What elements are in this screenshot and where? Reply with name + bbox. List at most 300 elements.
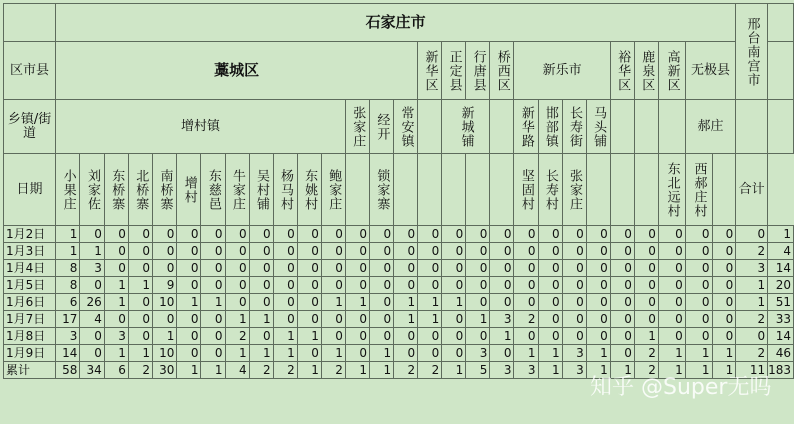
count-cell: 1 [345, 294, 369, 311]
count-cell: 1 [712, 362, 736, 379]
count-cell: 0 [249, 277, 273, 294]
count-cell: 0 [514, 294, 538, 311]
blank-top [768, 4, 794, 42]
count-cell: 0 [273, 260, 297, 277]
village-header [466, 154, 490, 226]
village-header: 杨马村 [273, 154, 297, 226]
count-cell: 0 [658, 277, 685, 294]
count-cell: 0 [201, 345, 225, 362]
count-cell: 0 [225, 277, 249, 294]
wuji-header: 无极县 [685, 42, 736, 100]
count-cell: 1 [80, 243, 104, 260]
count-cell: 1 [249, 345, 273, 362]
count-cell: 58 [56, 362, 80, 379]
blank-3d [634, 100, 658, 154]
count-cell: 6 [104, 362, 128, 379]
count-cell: 3 [104, 328, 128, 345]
row-date: 累计 [4, 362, 56, 379]
count-cell: 3 [562, 345, 586, 362]
count-cell: 1 [56, 226, 80, 243]
count-cell: 2 [249, 362, 273, 379]
count-cell: 0 [466, 328, 490, 345]
count-cell: 0 [538, 311, 562, 328]
count-cell: 1 [394, 311, 418, 328]
count-cell: 0 [104, 243, 128, 260]
xinhua-header: 新华区 [418, 42, 442, 100]
count-cell: 0 [297, 294, 321, 311]
count-cell: 0 [177, 243, 201, 260]
case-count-table [3, 3, 794, 379]
count-cell: 0 [685, 311, 712, 328]
jingkai-header: 经开 [370, 100, 394, 154]
village-header: 东姚村 [297, 154, 321, 226]
row-date: 1月4日 [4, 260, 56, 277]
count-cell: 2 [394, 362, 418, 379]
row-total: 14 [768, 260, 794, 277]
zhengding-header: 正定县 [442, 42, 466, 100]
count-cell: 1 [466, 311, 490, 328]
count-cell: 0 [394, 226, 418, 243]
count-cell: 0 [442, 277, 466, 294]
count-cell: 2 [273, 362, 297, 379]
matou-header: 马头铺 [586, 100, 610, 154]
count-cell: 0 [249, 260, 273, 277]
blank-village [712, 154, 736, 226]
blank-3g [768, 100, 794, 154]
count-cell: 0 [225, 260, 249, 277]
count-cell: 0 [586, 277, 610, 294]
count-cell: 0 [538, 294, 562, 311]
count-cell: 0 [249, 226, 273, 243]
yuhua-header: 裕华区 [610, 42, 634, 100]
village-header: 长寿村 [538, 154, 562, 226]
count-cell: 1 [490, 328, 514, 345]
count-cell: 0 [128, 311, 152, 328]
count-cell: 2 [736, 345, 768, 362]
count-cell: 0 [736, 226, 768, 243]
count-cell: 0 [370, 294, 394, 311]
count-cell: 0 [610, 226, 634, 243]
count-cell: 1 [128, 277, 152, 294]
village-header [394, 154, 418, 226]
count-cell: 1 [685, 362, 712, 379]
count-cell: 1 [370, 362, 394, 379]
count-cell: 0 [562, 243, 586, 260]
count-cell: 0 [466, 260, 490, 277]
count-cell: 10 [152, 294, 176, 311]
count-cell: 0 [201, 277, 225, 294]
village-header [442, 154, 466, 226]
count-cell: 0 [104, 226, 128, 243]
count-cell: 6 [56, 294, 80, 311]
gaocheng-header: 藁城区 [56, 42, 418, 100]
count-cell: 1 [249, 311, 273, 328]
count-cell: 2 [418, 362, 442, 379]
count-cell: 1 [442, 362, 466, 379]
count-cell: 1 [712, 345, 736, 362]
count-cell: 2 [634, 362, 658, 379]
changshou-header: 长寿街 [562, 100, 586, 154]
count-cell: 0 [128, 243, 152, 260]
village-header: 张家庄 [562, 154, 586, 226]
township-label: 乡镇/街道 [4, 100, 56, 154]
village-header [586, 154, 610, 226]
count-cell: 0 [586, 328, 610, 345]
count-cell: 1 [634, 328, 658, 345]
count-cell: 2 [225, 328, 249, 345]
date-label: 日期 [4, 154, 56, 226]
count-cell: 3 [736, 260, 768, 277]
count-cell: 0 [418, 243, 442, 260]
row-total: 46 [768, 345, 794, 362]
count-cell: 3 [490, 311, 514, 328]
count-cell: 0 [177, 328, 201, 345]
count-cell: 0 [466, 294, 490, 311]
count-cell: 2 [321, 362, 345, 379]
count-cell: 0 [201, 243, 225, 260]
count-cell: 1 [321, 345, 345, 362]
count-cell: 0 [128, 226, 152, 243]
count-cell: 0 [658, 260, 685, 277]
count-cell: 9 [152, 277, 176, 294]
count-cell: 0 [634, 277, 658, 294]
count-cell: 0 [418, 260, 442, 277]
count-cell: 0 [177, 345, 201, 362]
count-cell: 0 [490, 243, 514, 260]
count-cell: 10 [152, 345, 176, 362]
count-cell: 1 [225, 311, 249, 328]
village-header [418, 154, 442, 226]
total-header: 合计 [736, 154, 768, 226]
changan-header: 常安镇 [394, 100, 418, 154]
count-cell: 0 [442, 226, 466, 243]
count-cell: 0 [586, 294, 610, 311]
village-header: 牛家庄 [225, 154, 249, 226]
count-cell: 0 [586, 311, 610, 328]
count-cell: 0 [514, 328, 538, 345]
blank-3a [418, 100, 442, 154]
count-cell: 0 [345, 226, 369, 243]
row-total: 51 [768, 294, 794, 311]
row-total: 33 [768, 311, 794, 328]
count-cell: 0 [562, 277, 586, 294]
village-header: 吴村铺 [249, 154, 273, 226]
xinle-header: 新乐市 [514, 42, 610, 100]
count-cell: 0 [514, 277, 538, 294]
count-cell: 0 [634, 311, 658, 328]
count-cell: 0 [345, 328, 369, 345]
table-row [4, 294, 794, 311]
count-cell: 1 [56, 243, 80, 260]
village-header: 坚固村 [514, 154, 538, 226]
count-cell: 1 [152, 328, 176, 345]
table-row [4, 226, 794, 243]
row-date: 1月3日 [4, 243, 56, 260]
village-header: 东桥寨 [104, 154, 128, 226]
zengcun-header: 增村镇 [56, 100, 346, 154]
count-cell: 1 [321, 294, 345, 311]
count-cell: 0 [297, 260, 321, 277]
count-cell: 0 [297, 345, 321, 362]
row-date: 1月7日 [4, 311, 56, 328]
count-cell: 1 [104, 345, 128, 362]
count-cell: 4 [80, 311, 104, 328]
count-cell: 0 [321, 260, 345, 277]
count-cell: 17 [56, 311, 80, 328]
count-cell: 0 [685, 328, 712, 345]
count-cell: 14 [56, 345, 80, 362]
count-cell: 1 [685, 345, 712, 362]
count-cell: 1 [128, 345, 152, 362]
count-cell: 1 [177, 294, 201, 311]
count-cell: 1 [736, 277, 768, 294]
count-cell: 0 [394, 260, 418, 277]
count-cell: 0 [538, 328, 562, 345]
count-cell: 0 [321, 328, 345, 345]
count-cell: 0 [538, 226, 562, 243]
count-cell: 0 [370, 243, 394, 260]
count-cell: 1 [514, 345, 538, 362]
qiaoxi-header: 桥西区 [490, 42, 514, 100]
count-cell: 0 [345, 243, 369, 260]
count-cell: 0 [610, 260, 634, 277]
count-cell: 0 [586, 260, 610, 277]
count-cell: 3 [56, 328, 80, 345]
count-cell: 0 [177, 311, 201, 328]
table-row [4, 277, 794, 294]
count-cell: 0 [712, 243, 736, 260]
count-cell: 0 [634, 294, 658, 311]
count-cell: 4 [225, 362, 249, 379]
count-cell: 0 [177, 226, 201, 243]
village-header: 鲍家庄 [321, 154, 345, 226]
count-cell: 2 [736, 311, 768, 328]
count-cell: 0 [712, 277, 736, 294]
count-cell: 34 [80, 362, 104, 379]
table-row [4, 260, 794, 277]
count-cell: 1 [297, 328, 321, 345]
count-cell: 0 [562, 260, 586, 277]
count-cell: 1 [394, 294, 418, 311]
count-cell: 0 [80, 328, 104, 345]
row-date: 1月2日 [4, 226, 56, 243]
table-row [4, 311, 794, 328]
count-cell: 0 [394, 277, 418, 294]
count-cell: 0 [685, 260, 712, 277]
count-cell: 0 [490, 226, 514, 243]
count-cell: 1 [442, 294, 466, 311]
zhangjiazhuang-header: 张家庄 [345, 100, 369, 154]
count-cell: 0 [152, 260, 176, 277]
count-cell: 0 [297, 226, 321, 243]
count-cell: 0 [177, 260, 201, 277]
count-cell: 0 [562, 294, 586, 311]
count-cell: 1 [658, 345, 685, 362]
count-cell: 0 [685, 294, 712, 311]
count-cell: 3 [490, 362, 514, 379]
count-cell: 1 [104, 277, 128, 294]
count-cell: 0 [490, 260, 514, 277]
count-cell: 0 [562, 226, 586, 243]
hanbu-header: 邯部镇 [538, 100, 562, 154]
count-cell: 0 [514, 260, 538, 277]
count-cell: 0 [736, 328, 768, 345]
count-cell: 8 [56, 260, 80, 277]
village-header: 锁家寨 [370, 154, 394, 226]
count-cell: 0 [273, 243, 297, 260]
table-row [4, 328, 794, 345]
count-cell: 0 [249, 328, 273, 345]
xinhualu-header: 新华路 [514, 100, 538, 154]
count-cell: 0 [177, 277, 201, 294]
data-table-container [3, 3, 794, 379]
count-cell: 1 [273, 328, 297, 345]
village-header: 西郝庄村 [685, 154, 712, 226]
count-cell: 1 [370, 345, 394, 362]
count-cell: 3 [562, 362, 586, 379]
count-cell: 0 [466, 226, 490, 243]
count-cell: 0 [394, 243, 418, 260]
count-cell: 0 [514, 243, 538, 260]
count-cell: 0 [658, 294, 685, 311]
row-total: 14 [768, 328, 794, 345]
count-cell: 2 [634, 345, 658, 362]
count-cell: 0 [80, 277, 104, 294]
village-header: 东慈邑 [201, 154, 225, 226]
count-cell: 11 [736, 362, 768, 379]
blank-3c [610, 100, 634, 154]
count-cell: 1 [201, 294, 225, 311]
count-cell: 3 [514, 362, 538, 379]
count-cell: 0 [225, 226, 249, 243]
count-cell: 0 [370, 328, 394, 345]
count-cell: 3 [80, 260, 104, 277]
count-cell: 0 [201, 226, 225, 243]
count-cell: 0 [297, 243, 321, 260]
table-row [4, 345, 794, 362]
count-cell: 0 [712, 226, 736, 243]
count-cell: 0 [321, 226, 345, 243]
count-cell: 1 [177, 362, 201, 379]
count-cell: 0 [201, 311, 225, 328]
count-cell: 3 [466, 345, 490, 362]
count-cell: 0 [104, 311, 128, 328]
count-cell: 0 [685, 226, 712, 243]
count-cell: 0 [610, 328, 634, 345]
count-cell: 0 [128, 260, 152, 277]
count-cell: 0 [562, 311, 586, 328]
count-cell: 0 [466, 243, 490, 260]
count-cell: 0 [418, 345, 442, 362]
city-header: 石家庄市 [56, 4, 736, 42]
village-header: 刘家佐 [80, 154, 104, 226]
blank-2 [768, 42, 794, 100]
count-cell: 0 [634, 226, 658, 243]
count-cell: 0 [128, 294, 152, 311]
count-cell: 1 [418, 294, 442, 311]
count-cell: 30 [152, 362, 176, 379]
count-cell: 0 [658, 311, 685, 328]
count-cell: 0 [345, 345, 369, 362]
corner-cell [4, 4, 56, 42]
count-cell: 0 [514, 226, 538, 243]
count-cell: 0 [418, 328, 442, 345]
count-cell: 2 [736, 243, 768, 260]
count-cell: 0 [712, 311, 736, 328]
gaoxin-header: 高新区 [658, 42, 685, 100]
count-cell: 0 [610, 311, 634, 328]
count-cell: 0 [442, 260, 466, 277]
count-cell: 0 [80, 226, 104, 243]
count-cell: 0 [712, 260, 736, 277]
count-cell: 1 [225, 345, 249, 362]
row-date: 1月9日 [4, 345, 56, 362]
blank-3f [736, 100, 768, 154]
count-cell: 0 [370, 226, 394, 243]
count-cell: 0 [442, 243, 466, 260]
count-cell: 1 [201, 362, 225, 379]
count-cell: 0 [297, 311, 321, 328]
count-cell: 1 [538, 345, 562, 362]
count-cell: 0 [610, 277, 634, 294]
count-cell: 0 [80, 345, 104, 362]
watermark: 知乎 @Super无吗 [590, 375, 772, 400]
district-label: 区市县 [4, 42, 56, 100]
count-cell: 0 [442, 311, 466, 328]
count-cell: 0 [538, 243, 562, 260]
count-cell: 0 [610, 243, 634, 260]
count-cell: 0 [321, 311, 345, 328]
count-cell: 0 [712, 294, 736, 311]
count-cell: 1 [610, 362, 634, 379]
luquan-header: 鹿泉区 [634, 42, 658, 100]
count-cell: 0 [538, 260, 562, 277]
count-cell: 0 [370, 311, 394, 328]
row-date: 1月8日 [4, 328, 56, 345]
count-cell: 1 [418, 311, 442, 328]
count-cell: 0 [152, 311, 176, 328]
count-cell: 0 [273, 277, 297, 294]
count-cell: 0 [490, 294, 514, 311]
count-cell: 0 [201, 260, 225, 277]
count-cell: 0 [345, 311, 369, 328]
xingtai-header: 邢台南宫市 [736, 4, 768, 100]
village-header: 增村 [177, 154, 201, 226]
village-header: 北桥寨 [128, 154, 152, 226]
village-header: 小果庄 [56, 154, 80, 226]
count-cell: 0 [321, 277, 345, 294]
count-cell: 5 [466, 362, 490, 379]
count-cell: 1 [736, 294, 768, 311]
count-cell: 0 [418, 277, 442, 294]
row-date: 1月5日 [4, 277, 56, 294]
village-header: 东北远村 [658, 154, 685, 226]
count-cell: 0 [685, 243, 712, 260]
count-cell: 0 [297, 277, 321, 294]
row-total: 4 [768, 243, 794, 260]
count-cell: 8 [56, 277, 80, 294]
count-cell: 0 [370, 260, 394, 277]
count-cell: 0 [225, 243, 249, 260]
count-cell: 0 [104, 260, 128, 277]
row-total: 183 [768, 362, 794, 379]
count-cell: 0 [658, 243, 685, 260]
count-cell: 0 [490, 345, 514, 362]
xinchengpu-header: 新城铺 [442, 100, 490, 154]
count-cell: 1 [538, 362, 562, 379]
count-cell: 0 [586, 243, 610, 260]
row-total: 20 [768, 277, 794, 294]
